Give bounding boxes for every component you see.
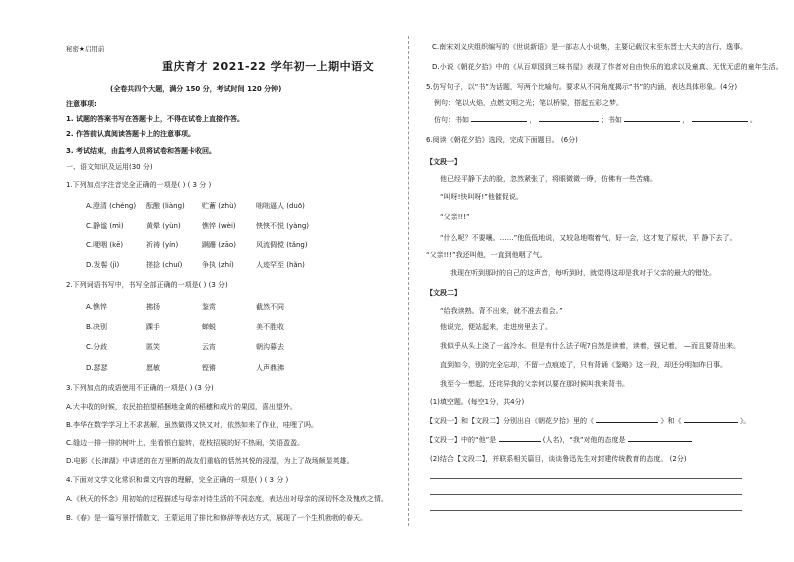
q1-option: 人迹罕至 (hǎn) (256, 261, 305, 269)
q1-option: 祈祷 (yín) (146, 241, 179, 249)
q2-option: 踝手 (146, 323, 160, 331)
passage-line: 他已经平静下去的脸，忽然紧张了，将眼微微一睁，仿佛有一些苦痛。 (440, 175, 657, 183)
q1-option: 搓捻 (chuí) (146, 261, 183, 269)
question-6-1-stem: (1)填空题。(每空1分，共4分) (430, 398, 525, 406)
question-2-stem: 2.下列词语书写中，书写全部正确的一项是( ) (3 分) (66, 281, 228, 289)
q5-fill-sep: ；书如 (600, 116, 622, 124)
q2-option: 拂扬 (146, 303, 160, 311)
q4-option: A.《秋天的怀念》用初始的过程描述与母亲对待生活的不同态度，表达出对母亲的深切怀念及愧疚之情。 (66, 495, 388, 503)
answer-line[interactable] (430, 510, 742, 511)
q1-option: 黄晕 (yùn) (146, 222, 181, 230)
answer-line[interactable] (430, 478, 742, 479)
q2-option: 美不胜收 (256, 323, 284, 331)
q2-option: 云宵 (202, 343, 216, 351)
q6-1-line (426, 434, 692, 445)
q2-option: A.憔悴 (86, 303, 107, 311)
q5-fill-sep: ， (529, 116, 537, 124)
q2-option: 愿敏 (146, 364, 160, 372)
q1-option: C.哽咽 (kē) (86, 241, 124, 249)
q1-option: D.发髻 (jì) (86, 261, 120, 269)
passage-1-label: 【文段一】 (426, 158, 461, 166)
secret-mark: 秘密★启用前 (66, 45, 105, 53)
q4-option: C.南宋刘义庆组织编写的《世说新语》是一部志人小说集，主要记载汉末至东晋士大夫的言行、逸事。 (432, 43, 748, 51)
column-divider (408, 36, 409, 526)
passage-line: 直到如今，别的完全忘却，不留一点痕迹了，只有背诵《鉴略》这一段，却还分明如昨日事。 (440, 361, 727, 369)
q5-example: 例句：笔以火焰，点燃文明之光；笔以桥梁，搭起五彩之梦。 (434, 99, 623, 107)
q1-option: C.静谧 (mì) (86, 222, 124, 230)
q2-option: 鉴赏 (202, 303, 216, 311)
q2-option: 人声鼎沸 (256, 364, 284, 372)
answer-blank[interactable] (624, 114, 680, 122)
note-item: 2. 作答前认真阅读答题卡上的注意事项。 (66, 130, 195, 138)
q3-option: A.大丰收的时候，农民拍拍望稻捆地金黄的稻穗和成片的果园，喜出望外。 (66, 403, 297, 411)
q1-option: 憔悴 (wèi) (202, 222, 236, 230)
q4-option: D.小说《朝花夕拾》中的《从百草园到三味书屋》表现了作者对自由快乐的追求以及童真、无忧无虑的童年生活。 (432, 63, 783, 71)
q4-option: B.《春》是一篇写景抒情散文，王蒙运用了排比和修辞等表达方式，展现了一个生机勃勃的春天。 (66, 514, 368, 522)
passage-line: 我现在听到那时的自己的这声音，每听到时，就觉得这却是我对于父亲的最大的错处。 (450, 269, 716, 277)
question-3-stem: 3.下列加点的成语使用不正确的一项是( ) (3 分) (66, 384, 214, 392)
notes-heading: 注意事项: (66, 100, 97, 108)
passage-line: “叫呀!快叫呀!”他催促说。 (440, 193, 523, 201)
exam-title: 重庆育才 2021-22 学年初一上期中语文 (162, 60, 375, 73)
question-6-2-stem: (2)结合【文段二】，并联系相关篇目，谈谈鲁迅先生对封建传统教育的态度。 (2分) (430, 455, 687, 463)
q1-option: 贮蓄 (zhù) (202, 202, 237, 210)
q6-1-text: 》。 (739, 417, 751, 425)
answer-blank[interactable] (596, 415, 658, 423)
answer-blank[interactable] (539, 114, 599, 122)
question-6-stem: 6.阅读《朝花夕拾》选段，完成下面题目。 (6分) (426, 136, 578, 144)
q1-option: A.澄清 (chéng) (86, 202, 137, 210)
q2-option: 匿笑 (146, 343, 160, 351)
q5-fill-prefix: 仿句：书如 (434, 116, 469, 124)
section-heading: 一、语文知识及运用(30 分) (66, 163, 153, 171)
q1-option: 蹒跚 (zāo) (202, 241, 236, 249)
q3-option: D.电影《长津湖》中讲述的在万里断的战友们重临的恬然其悦的浸湿，为上了战场颇显英雄。 (66, 457, 354, 465)
q2-option: 截然不同 (256, 303, 284, 311)
question-4-stem: 4.下面对文学文化常识和课文内容的理解，完全正确的一项是( ) ( 3 分 ) (66, 476, 289, 484)
passage-line: 他说完，便站起来，走进房里去了。 (440, 323, 552, 331)
passage-line: “父亲!!!”我还叫他，一直到他咽了气。 (426, 251, 547, 259)
passage-2-label: 【文段二】 (426, 289, 461, 297)
q6-1-text: 【文段一】中的“他”是 (426, 436, 497, 444)
q2-option: C.分歧 (86, 343, 108, 351)
answer-blank[interactable] (471, 114, 527, 122)
q2-option: 铿锵 (202, 364, 216, 372)
q3-option: B.李华在数学学习上不求甚解，虽然做得又快又对，依然如来了作业，哇哩了吗。 (66, 421, 319, 429)
answer-line[interactable] (430, 494, 742, 495)
q1-option: 争执 (zhí) (202, 261, 234, 269)
answer-blank[interactable] (684, 415, 738, 423)
passage-line: 我似乎从头上浇了一盆冷水。但是有什么法子呢?自然是读着，读着，强记着， —而且要背出来。 (440, 342, 740, 350)
q2-option: 蝉蜕 (202, 323, 216, 331)
answer-blank[interactable] (499, 434, 541, 442)
q5-fill-end: 。 (749, 116, 757, 124)
q1-option: 怏怏不悦 (yàng) (256, 222, 309, 230)
q3-option: C.缝边一排一排的树叶上，坐看银白旋转，花枝招展的好不热闹，笑语盈盈。 (66, 439, 305, 447)
note-item: 1. 试题的答案书写在答题卡上，不得在试卷上直接作答。 (66, 115, 244, 123)
question-5-stem: 5.仿写句子，以“书”为话题，写两个比喻句。要求从不同角度揭示“书”的内涵，表达具体形象。(4分) (426, 83, 738, 91)
q5-fill-line (434, 114, 757, 125)
exam-subtitle: (全卷共四个大题，满分 150 分，考试时间 120 分钟) (110, 85, 282, 93)
passage-line: 我至今一想起，还诧异我的父亲何以要在那时候叫我来背书。 (440, 380, 629, 388)
q6-1-text: (人名)，“我”对他的态度是 (542, 436, 626, 444)
q2-option: 朝沟暮去 (256, 343, 284, 351)
answer-blank[interactable] (628, 434, 692, 442)
q2-option: D.瑟瑟 (86, 364, 108, 372)
answer-blank[interactable] (692, 114, 748, 122)
question-1-stem: 1.下列加点字注音完全正确的一项是( ) ( 3 分 ) (66, 181, 212, 189)
q2-option: B.决别 (86, 323, 108, 331)
q6-1-text: 【文段一】和【文段二】分别出自《朝花夕拾》里的《 (426, 417, 594, 425)
q1-option: 酝酿 (liàng) (146, 202, 185, 210)
passage-line: “父亲!!!” (440, 213, 470, 221)
q1-option: 咄咄逼人 (duō) (256, 202, 305, 210)
q6-1-line (426, 415, 750, 426)
note-item: 3. 考试结束，由监考人员将试卷和答题卡收回。 (66, 147, 216, 155)
passage-line: “给我读熟。背不出来，就不准去看会。” (440, 307, 563, 315)
q6-1-text: 》和《 (660, 417, 682, 425)
passage-line: “什么呢？不要嚷。……”他低低地说，又较急地喘着气，好一会，这才复了原状，平 静下去了。 (440, 234, 737, 242)
q5-fill-sep: ， (682, 116, 690, 124)
q1-option: 风流倜傥 (tǎng) (256, 241, 308, 249)
